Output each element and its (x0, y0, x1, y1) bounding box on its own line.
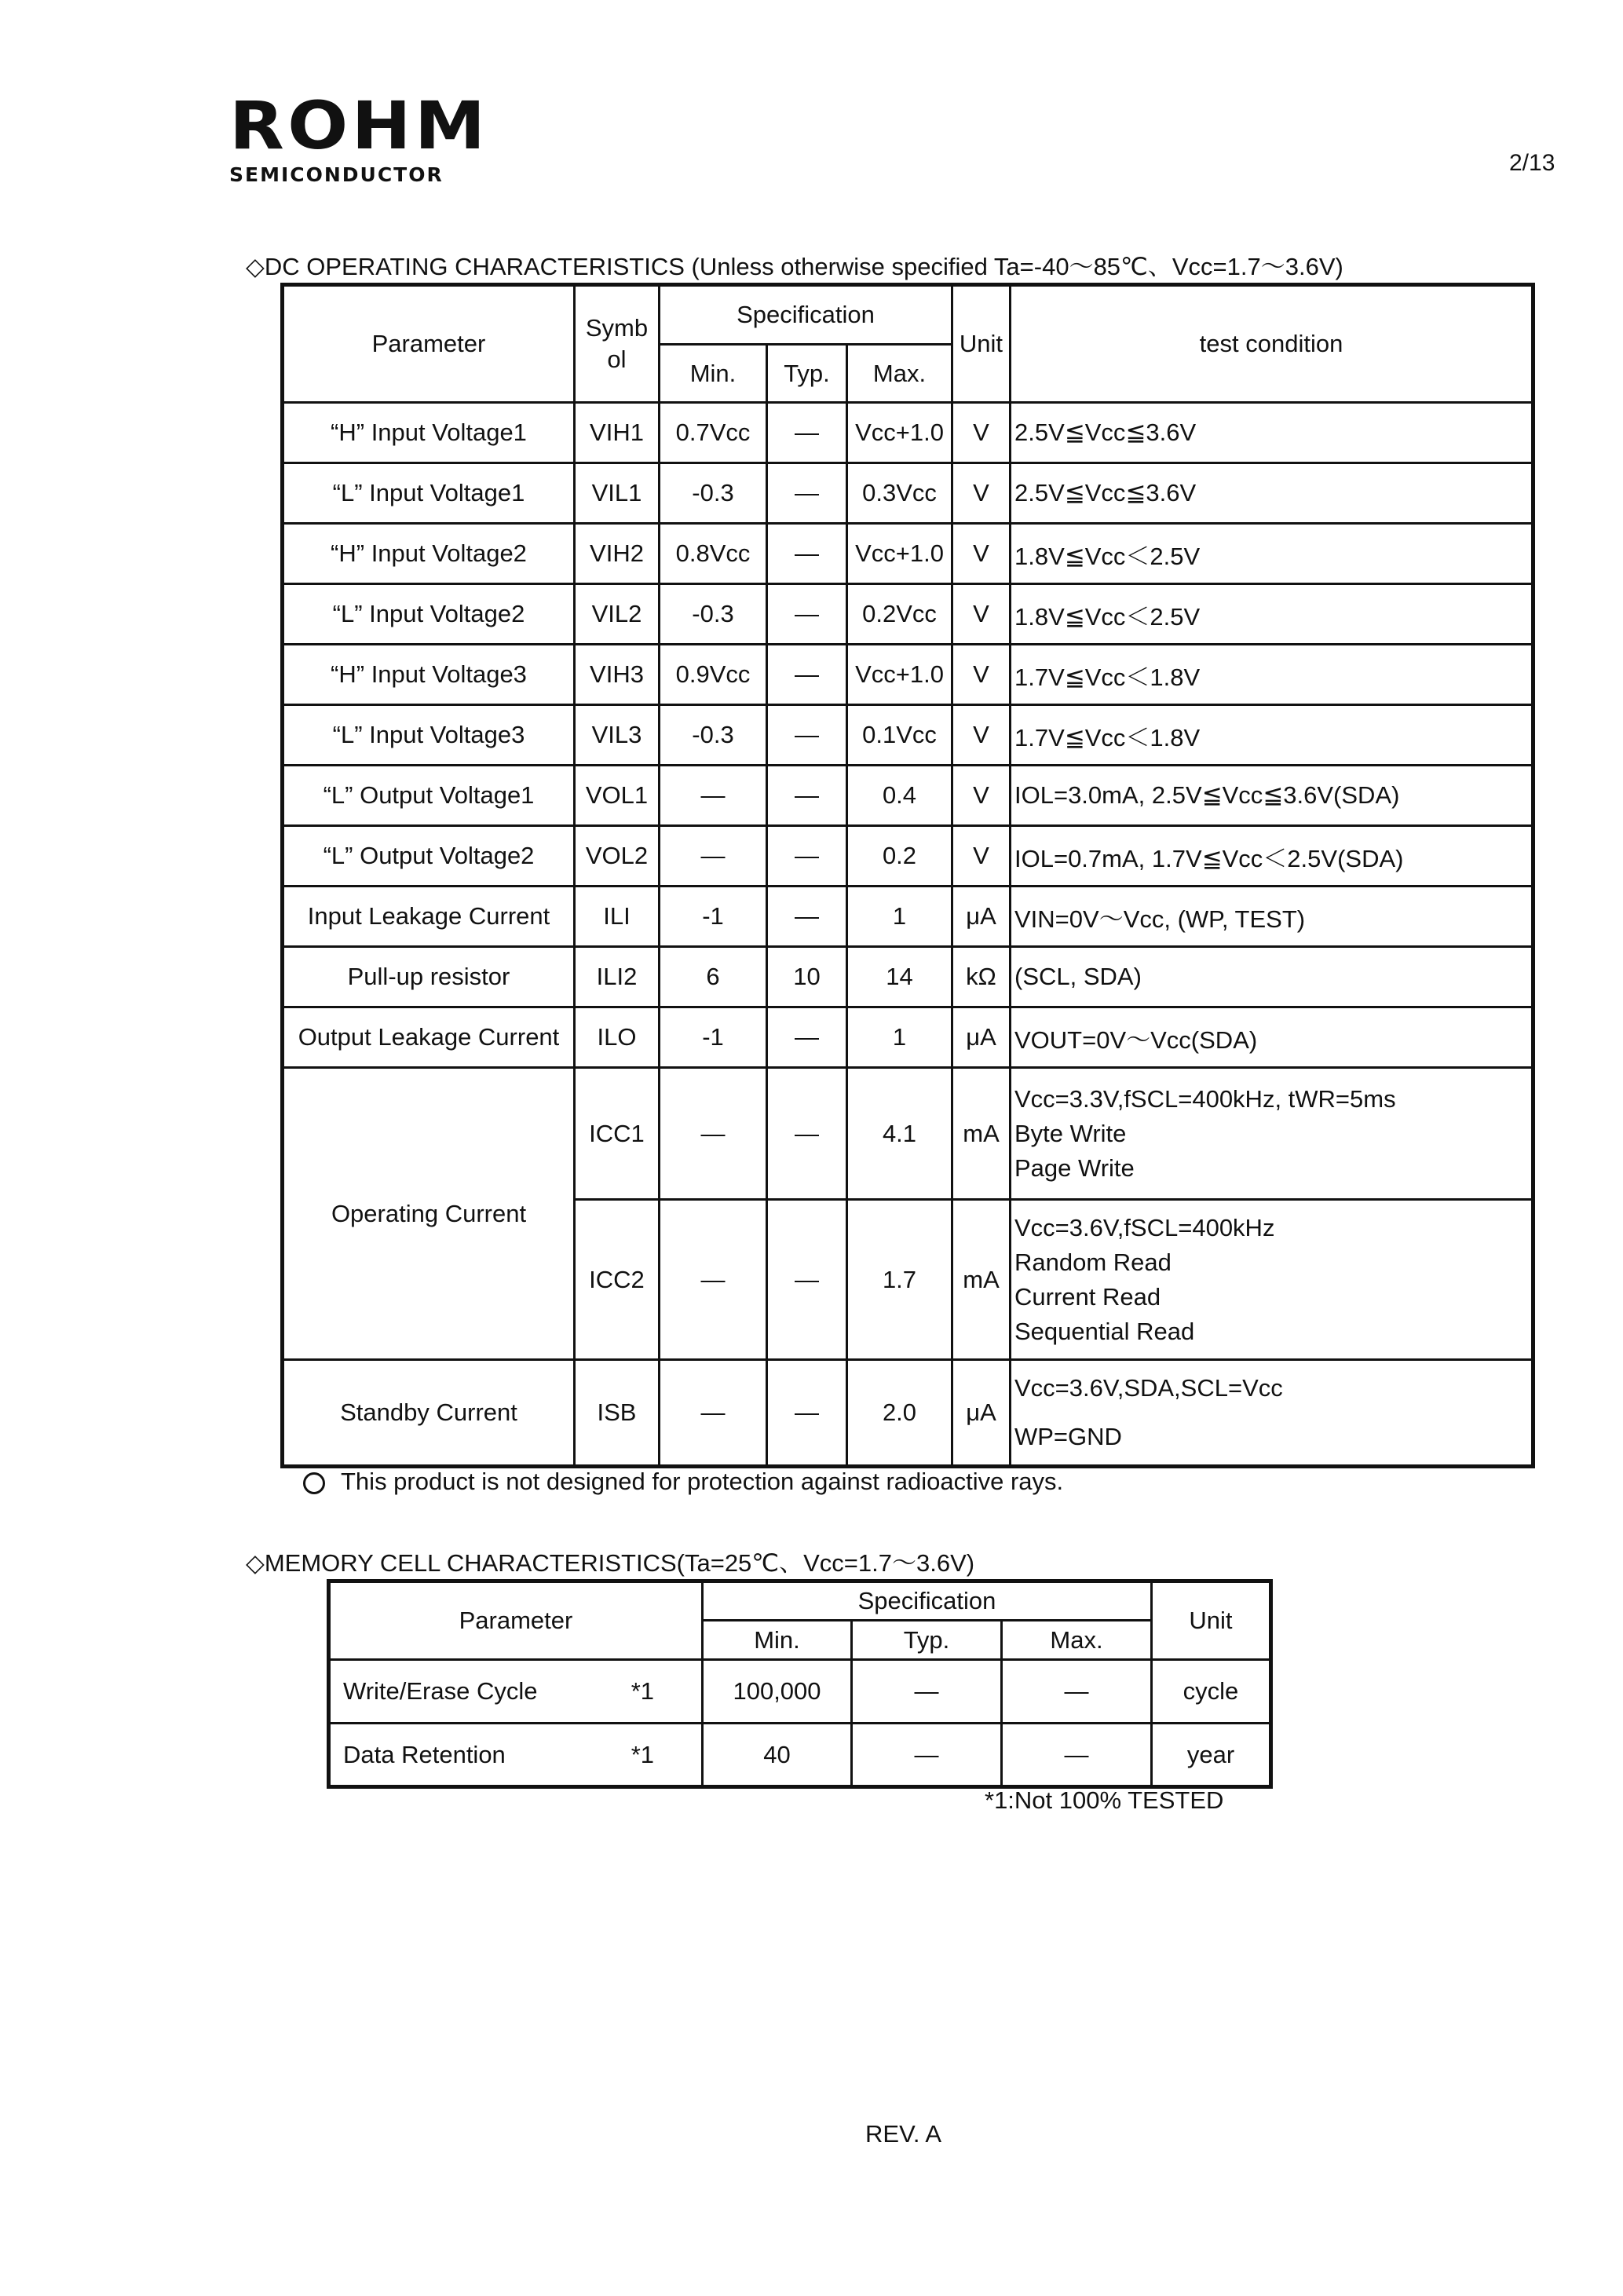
test-footnote: *1:Not 100% TESTED (985, 1786, 1224, 1814)
row-parameter: “H” Input Voltage3 (283, 645, 575, 705)
header-min: Min. (703, 1621, 852, 1660)
condition-line: Current Read (1014, 1282, 1161, 1311)
radiation-note (303, 1468, 1063, 1496)
row-symbol: ISB (575, 1360, 660, 1467)
row-symbol: VIH1 (575, 403, 660, 463)
table-row (283, 826, 1533, 887)
table-row (283, 584, 1533, 645)
memory-characteristics-table (327, 1579, 1273, 1789)
row-min: -0.3 (660, 705, 767, 766)
table-row (283, 947, 1533, 1007)
row-unit: V (952, 524, 1011, 584)
header-unit: Unit (952, 285, 1011, 403)
row-parameter (329, 1724, 703, 1787)
row-parameter: Pull-up resistor (283, 947, 575, 1007)
row-min: — (660, 766, 767, 826)
row-symbol: ICC1 (575, 1068, 660, 1200)
row-unit: V (952, 766, 1011, 826)
row-max: Vcc+1.0 (847, 403, 952, 463)
row-condition (1011, 1200, 1533, 1360)
header-specification: Specification (703, 1581, 1152, 1621)
row-parameter: “L” Input Voltage2 (283, 584, 575, 645)
memory-section-title: ◇MEMORY CELL CHARACTERISTICS(Ta=25℃、Vcc=1.7～3.6V) (246, 1549, 975, 1577)
header-max: Max. (847, 345, 952, 403)
row-condition: IOL=3.0mA, 2.5V≦Vcc≦3.6V(SDA) (1011, 766, 1533, 826)
row-parameter-text: Write/Erase Cycle (343, 1677, 538, 1705)
row-typ: 10 (767, 947, 847, 1007)
row-parameter: “L” Output Voltage2 (283, 826, 575, 887)
header-unit: Unit (1152, 1581, 1271, 1660)
row-typ: — (767, 524, 847, 584)
row-symbol: ILI (575, 887, 660, 947)
row-typ: — (767, 705, 847, 766)
row-min: -1 (660, 1007, 767, 1068)
row-min: 0.8Vcc (660, 524, 767, 584)
row-unit: μA (952, 1007, 1011, 1068)
row-note-mark: *1 (631, 1677, 654, 1705)
table-row-standby (283, 1360, 1533, 1467)
row-symbol: VIL3 (575, 705, 660, 766)
row-max: 0.4 (847, 766, 952, 826)
row-condition: 1.8V≦Vcc＜2.5V (1011, 524, 1533, 584)
row-unit: V (952, 645, 1011, 705)
condition-line: Vcc=3.3V,fSCL=400kHz, tWR=5ms (1014, 1084, 1396, 1113)
row-typ: — (852, 1724, 1002, 1787)
operating-current-parameter: Operating Current (283, 1068, 575, 1360)
row-unit: V (952, 463, 1011, 524)
row-condition: 1.7V≦Vcc＜1.8V (1011, 645, 1533, 705)
condition-line: Sequential Read (1014, 1317, 1195, 1345)
row-min: 6 (660, 947, 767, 1007)
row-max: 14 (847, 947, 952, 1007)
header-parameter: Parameter (283, 285, 575, 403)
row-symbol: VIH3 (575, 645, 660, 705)
row-condition: VIN=0V～Vcc, (WP, TEST) (1011, 887, 1533, 947)
row-unit: kΩ (952, 947, 1011, 1007)
dc-section-title: ◇DC OPERATING CHARACTERISTICS (Unless otherwise specified Ta=-40～85℃、Vcc=1.7～3.6V) (246, 253, 1343, 280)
table-row (283, 524, 1533, 584)
row-typ: — (852, 1660, 1002, 1724)
condition-line: Random Read (1014, 1248, 1172, 1276)
row-max: Vcc+1.0 (847, 645, 952, 705)
row-max: 0.2 (847, 826, 952, 887)
row-symbol: VIH2 (575, 524, 660, 584)
row-max: — (1002, 1724, 1152, 1787)
row-typ: — (767, 1360, 847, 1467)
radiation-note-text: This product is not designed for protection against radioactive rays. (341, 1468, 1064, 1495)
row-min: -1 (660, 887, 767, 947)
row-typ: — (767, 463, 847, 524)
row-symbol: VOL2 (575, 826, 660, 887)
row-condition: 2.5V≦Vcc≦3.6V (1011, 463, 1533, 524)
row-typ: — (767, 1200, 847, 1360)
row-max: 0.3Vcc (847, 463, 952, 524)
condition-line: Vcc=3.6V,SDA,SCL=Vcc (1014, 1374, 1283, 1402)
row-unit: μA (952, 887, 1011, 947)
header-parameter: Parameter (329, 1581, 703, 1660)
revision-label: REV. A (865, 2120, 942, 2148)
row-condition: 2.5V≦Vcc≦3.6V (1011, 403, 1533, 463)
row-max: Vcc+1.0 (847, 524, 952, 584)
header-symbol: Symb ol (575, 285, 660, 403)
row-min: — (660, 1068, 767, 1200)
row-condition: 1.8V≦Vcc＜2.5V (1011, 584, 1533, 645)
row-symbol: ILO (575, 1007, 660, 1068)
row-unit: cycle (1152, 1660, 1271, 1724)
row-min: 40 (703, 1724, 852, 1787)
row-typ: — (767, 826, 847, 887)
row-min: — (660, 1360, 767, 1467)
row-parameter-text: Data Retention (343, 1740, 506, 1768)
row-max: 0.1Vcc (847, 705, 952, 766)
table-row-icc1 (283, 1068, 1533, 1200)
row-parameter: “H” Input Voltage2 (283, 524, 575, 584)
table-row (283, 766, 1533, 826)
row-max: 4.1 (847, 1068, 952, 1200)
condition-line: Vcc=3.6V,fSCL=400kHz (1014, 1213, 1275, 1241)
header-max: Max. (1002, 1621, 1152, 1660)
row-condition (1011, 1360, 1533, 1467)
table-row (283, 463, 1533, 524)
row-parameter (329, 1660, 703, 1724)
row-condition (1011, 1068, 1533, 1200)
row-note-mark: *1 (631, 1740, 654, 1768)
row-max: 1 (847, 1007, 952, 1068)
table-row (329, 1724, 1271, 1787)
row-unit: mA (952, 1068, 1011, 1200)
row-min: 0.9Vcc (660, 645, 767, 705)
rohm-logo (229, 87, 489, 186)
row-max: — (1002, 1660, 1152, 1724)
table-header-row (329, 1581, 1271, 1621)
row-condition: 1.7V≦Vcc＜1.8V (1011, 705, 1533, 766)
row-typ: — (767, 1068, 847, 1200)
row-unit: V (952, 403, 1011, 463)
row-symbol: VIL1 (575, 463, 660, 524)
row-unit: V (952, 584, 1011, 645)
row-symbol: VOL1 (575, 766, 660, 826)
table-row (283, 887, 1533, 947)
header-specification: Specification (660, 285, 952, 345)
row-typ: — (767, 403, 847, 463)
row-parameter: Output Leakage Current (283, 1007, 575, 1068)
condition-line: WP=GND (1014, 1423, 1122, 1450)
row-max: 2.0 (847, 1360, 952, 1467)
row-max: 1.7 (847, 1200, 952, 1360)
row-typ: — (767, 584, 847, 645)
row-condition: (SCL, SDA) (1011, 947, 1533, 1007)
row-min: — (660, 1200, 767, 1360)
row-min: 0.7Vcc (660, 403, 767, 463)
row-parameter: Standby Current (283, 1360, 575, 1467)
row-parameter: “H” Input Voltage1 (283, 403, 575, 463)
row-min: 100,000 (703, 1660, 852, 1724)
header-test-condition: test condition (1011, 285, 1533, 403)
row-parameter: “L” Input Voltage3 (283, 705, 575, 766)
table-row (283, 645, 1533, 705)
row-parameter: “L” Input Voltage1 (283, 463, 575, 524)
header-min: Min. (660, 345, 767, 403)
row-max: 0.2Vcc (847, 584, 952, 645)
table-header-row (283, 285, 1533, 345)
table-row (283, 403, 1533, 463)
row-unit: V (952, 826, 1011, 887)
row-max: 1 (847, 887, 952, 947)
row-symbol: ILI2 (575, 947, 660, 1007)
row-unit: μA (952, 1360, 1011, 1467)
header-typ: Typ. (852, 1621, 1002, 1660)
row-min: -0.3 (660, 463, 767, 524)
row-typ: — (767, 887, 847, 947)
row-unit: year (1152, 1724, 1271, 1787)
row-condition: IOL=0.7mA, 1.7V≦Vcc＜2.5V(SDA) (1011, 826, 1533, 887)
row-unit: mA (952, 1200, 1011, 1360)
row-parameter: Input Leakage Current (283, 887, 575, 947)
row-condition: VOUT=0V～Vcc(SDA) (1011, 1007, 1533, 1068)
condition-line: Page Write (1014, 1153, 1135, 1182)
table-row (329, 1660, 1271, 1724)
row-typ: — (767, 1007, 847, 1068)
row-symbol: ICC2 (575, 1200, 660, 1360)
logo-sub-text: SEMICONDUCTOR (229, 163, 444, 186)
row-parameter: “L” Output Voltage1 (283, 766, 575, 826)
circle-bullet-icon (303, 1472, 325, 1494)
row-typ: — (767, 766, 847, 826)
logo-main-text: ROHM (229, 87, 489, 164)
row-min: -0.3 (660, 584, 767, 645)
header-typ: Typ. (767, 345, 847, 403)
row-symbol: VIL2 (575, 584, 660, 645)
table-row (283, 705, 1533, 766)
condition-line: Byte Write (1014, 1119, 1127, 1147)
row-min: — (660, 826, 767, 887)
dc-characteristics-table (280, 283, 1535, 1468)
page-number: 2/13 (1509, 150, 1555, 176)
table-row (283, 1007, 1533, 1068)
row-typ: — (767, 645, 847, 705)
row-unit: V (952, 705, 1011, 766)
